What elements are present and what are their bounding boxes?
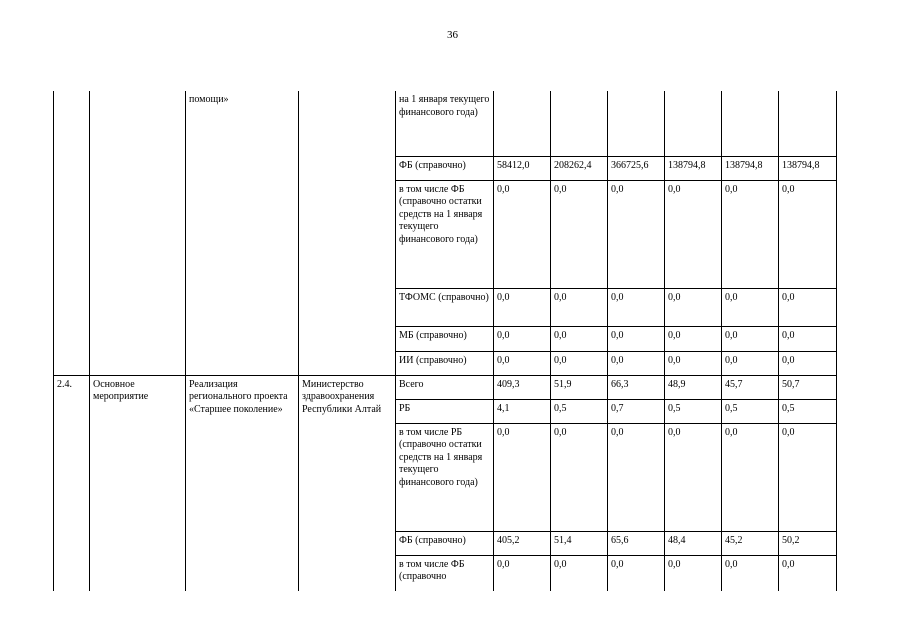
cell-value: 58412,0 [494,156,551,180]
cell-value: 0,0 [608,326,665,351]
cell-value: 0,0 [665,326,722,351]
cell-value: 51,9 [551,375,608,399]
cell-source: Всего [396,375,494,399]
cell-value: 0,0 [494,326,551,351]
cell-value: 0,0 [551,555,608,591]
cell-value: 0,0 [608,423,665,531]
cell-value: 4,1 [494,399,551,423]
cell-value [665,91,722,156]
cell-value: 0,0 [779,423,837,531]
cell-source: ФБ (справочно) [396,156,494,180]
cell-value: 0,0 [494,288,551,326]
table-row [54,91,837,156]
cell-value: 66,3 [608,375,665,399]
cell-value: 138794,8 [665,156,722,180]
cell-type: Основное мероприятие [90,375,186,591]
cell-value: 0,0 [494,555,551,591]
cell-value: 0,0 [551,288,608,326]
cell-source: ТФОМС (справочно) [396,288,494,326]
cell-source: РБ [396,399,494,423]
cell-value: 48,9 [665,375,722,399]
cell-source: МБ (справочно) [396,326,494,351]
cell-value: 0,5 [551,399,608,423]
cell-value: 50,2 [779,531,837,555]
cell-value: 0,0 [551,326,608,351]
funding-table [53,91,837,591]
cell-value: 0,0 [608,351,665,375]
cell-value: 50,7 [779,375,837,399]
cell-value: 0,7 [608,399,665,423]
cell-executor [299,91,396,375]
cell-value: 0,0 [665,555,722,591]
cell-value: 0,0 [551,423,608,531]
cell-type [90,91,186,375]
cell-value: 0,0 [494,423,551,531]
cell-value: 45,2 [722,531,779,555]
cell-value: 65,6 [608,531,665,555]
cell-value: 0,0 [722,326,779,351]
cell-value: 0,0 [722,351,779,375]
cell-value: 0,0 [722,288,779,326]
cell-value: 0,0 [665,351,722,375]
cell-value: 0,0 [665,180,722,288]
cell-value: 0,0 [608,288,665,326]
cell-value: 0,0 [551,351,608,375]
cell-source: ИИ (справочно) [396,351,494,375]
cell-value [551,91,608,156]
cell-value [608,91,665,156]
cell-value: 0,0 [722,555,779,591]
cell-value: 0,0 [722,180,779,288]
cell-value: 0,0 [779,180,837,288]
table-row [54,375,837,399]
cell-value: 0,0 [779,326,837,351]
cell-source: ФБ (справочно) [396,531,494,555]
cell-source: в том числе ФБ (справочно остатки средств на 1 января текущего финансового года) [396,180,494,288]
cell-value: 208262,4 [551,156,608,180]
cell-value: 0,5 [722,399,779,423]
cell-name: помощи» [186,91,299,375]
cell-value: 45,7 [722,375,779,399]
cell-value: 0,0 [665,423,722,531]
cell-value [722,91,779,156]
cell-value: 0,0 [608,180,665,288]
page-number: 36 [447,29,458,41]
cell-value: 0,0 [494,351,551,375]
cell-number [54,91,90,375]
cell-value: 0,0 [722,423,779,531]
cell-value: 0,5 [665,399,722,423]
cell-value: 51,4 [551,531,608,555]
cell-value: 138794,8 [779,156,837,180]
cell-value: 138794,8 [722,156,779,180]
cell-value: 48,4 [665,531,722,555]
cell-source: на 1 января текущего финансового года) [396,91,494,156]
cell-value: 0,0 [665,288,722,326]
cell-value: 0,0 [608,555,665,591]
cell-value: 409,3 [494,375,551,399]
cell-value [494,91,551,156]
cell-source: в том числе ФБ (справочно [396,555,494,591]
cell-value: 366725,6 [608,156,665,180]
cell-source: в том числе РБ (справочно остатки средств на 1 января текущего финансового года) [396,423,494,531]
cell-number: 2.4. [54,375,90,591]
cell-name: Реализация регионального проекта «Старшее поколение» [186,375,299,591]
cell-value: 0,0 [779,555,837,591]
cell-value: 405,2 [494,531,551,555]
cell-value: 0,0 [551,180,608,288]
cell-executor: Министерство здравоохранения Республики Алтай [299,375,396,591]
cell-value: 0,0 [779,351,837,375]
cell-value: 0,0 [779,288,837,326]
cell-value [779,91,837,156]
cell-value: 0,5 [779,399,837,423]
cell-value: 0,0 [494,180,551,288]
